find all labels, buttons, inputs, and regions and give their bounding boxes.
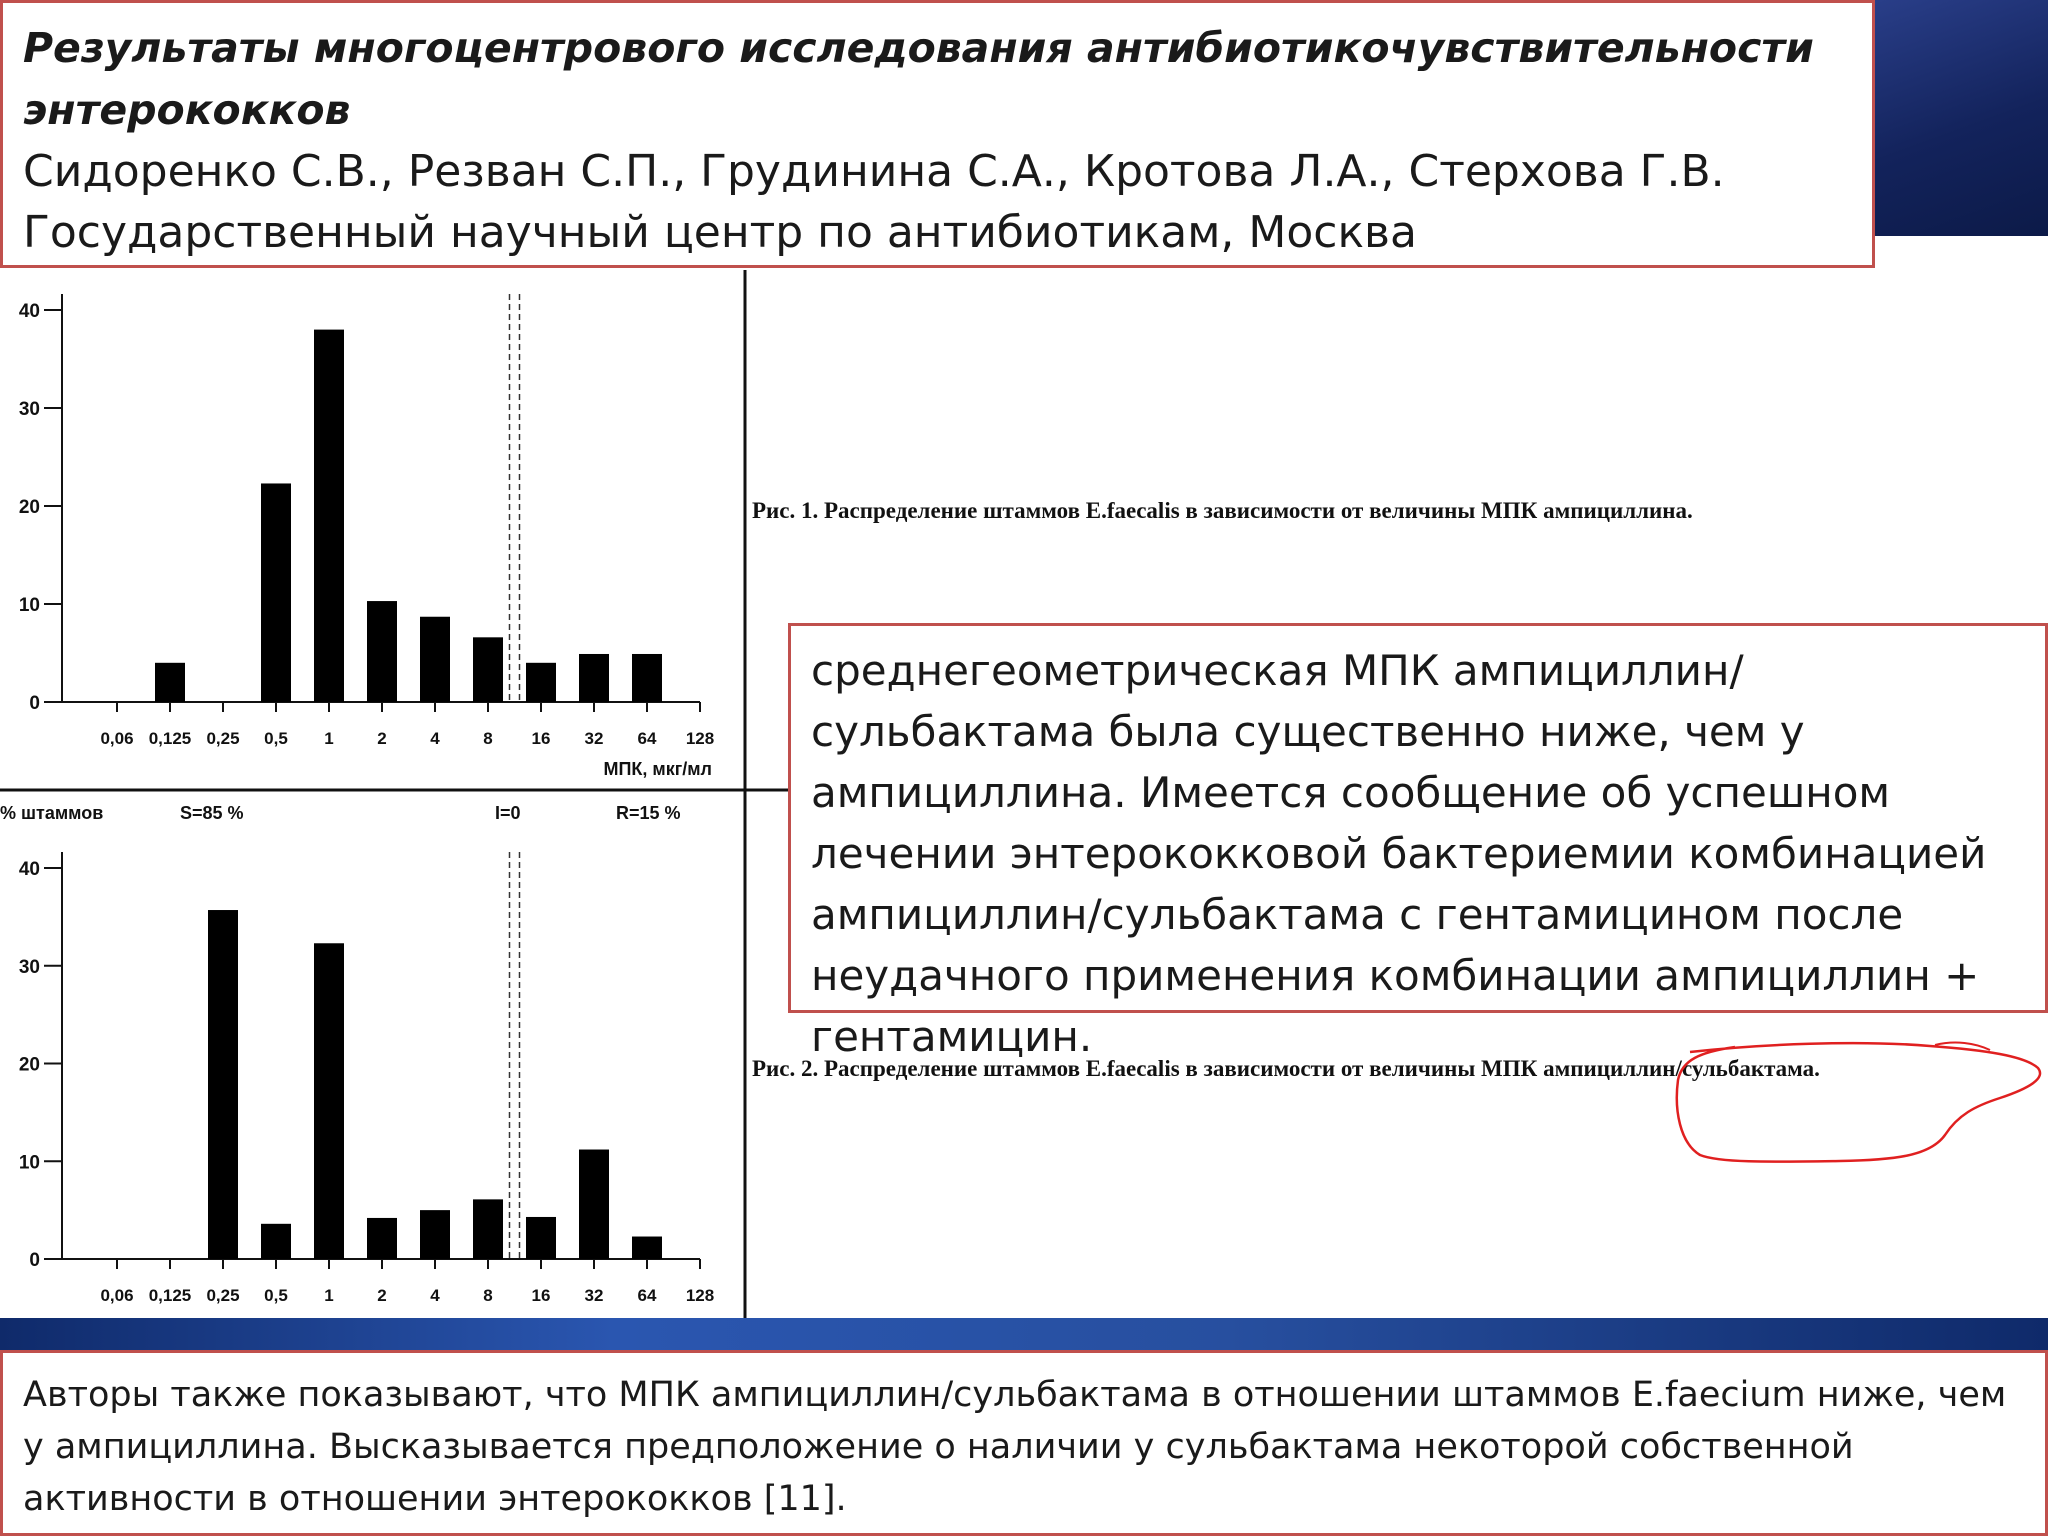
- chart-1-x-tick-label: 16: [531, 729, 551, 748]
- chart-1-y-tick-label: 40: [18, 301, 40, 322]
- chart-1-x-tick-label: 64: [637, 729, 657, 748]
- chart-1-bar-8: [526, 663, 556, 702]
- chart-1-bar-1: [155, 663, 185, 702]
- chart-2-x-tick-label: 16: [531, 1286, 551, 1305]
- footer-text: Авторы также показывают, что МПК ампициллин/сульбактама в отношении штаммов E.faecium ниже, чем у ампициллина. Высказывается предположение о наличии у сульбактама некоторой собственной активности в отношении энтерококков [11].: [23, 1375, 2007, 1519]
- chart-2-y-tick-label: 30: [18, 956, 40, 978]
- chart-1-bar-4: [314, 330, 344, 702]
- chart-2-bar-3: [261, 1224, 291, 1259]
- chart-2-x-tick-label: 8: [483, 1286, 493, 1305]
- stats-i: I=0: [495, 803, 521, 823]
- chart-1-x-tick-label: 8: [483, 729, 493, 748]
- authors: Сидоренко С.В., Резван С.П., Грудинина С.А., Кротова Л.А., Стерхова Г.В.: [23, 146, 1725, 197]
- chart-2-x-tick-label: 2: [377, 1286, 387, 1305]
- figure-2-caption: Рис. 2. Распределение штаммов E.faecalis в зависимости от величины МПК ампициллин/сульбактама.: [752, 1056, 1820, 1081]
- chart-2-x-tick-label: 1: [324, 1286, 334, 1305]
- chart-2-x-tick-label: 0,5: [264, 1286, 288, 1305]
- chart-1-bar-9: [579, 654, 609, 702]
- chart-2-x-tick-label: 128: [685, 1286, 715, 1305]
- institution: Государственный научный центр по антибиотикам, Москва: [23, 207, 1417, 258]
- chart-1-bar-6: [420, 617, 450, 702]
- chart-2-bar-8: [526, 1217, 556, 1259]
- chart-1-y-tick-label: 20: [18, 497, 40, 518]
- chart-1-x-tick-label: 0,25: [206, 729, 240, 748]
- chart-2-bar-5: [367, 1218, 397, 1259]
- chart-2-x-tick-label: 0,125: [148, 1286, 192, 1305]
- slide-title: Результаты многоцентрового исследования антибиотикочувствительности энтерококков: [23, 24, 1814, 134]
- chart-1-x-tick-label: 1: [324, 729, 334, 748]
- chart-1-bar-10: [632, 654, 662, 702]
- chart-1-x-tick-label: 0,06: [100, 729, 134, 748]
- chart-2-y-tick-label: 20: [18, 1054, 40, 1076]
- chart-2-bar-7: [473, 1199, 503, 1259]
- figure-1-caption: Рис. 1. Распределение штаммов E.faecalis в зависимости от величины МПК ампициллина.: [752, 498, 1693, 523]
- chart-2-bar-10: [632, 1237, 662, 1259]
- chart-1-y-tick-label: 30: [18, 399, 40, 420]
- stats-s: S=85 %: [180, 803, 244, 823]
- chart-2-x-tick-label: 0,25: [206, 1286, 240, 1305]
- chart-2-y-tick-label: 0: [29, 1250, 40, 1271]
- chart-2-x-tick-label: 32: [584, 1286, 604, 1305]
- chart-2-x-tick-label: 4: [430, 1286, 440, 1305]
- chart-1-y-tick-label: 10: [18, 595, 40, 616]
- chart-1-bar-3: [261, 483, 291, 702]
- note-text: среднегеометрическая МПК ампициллин/сульбактама была существенно ниже, чем у ампициллина. Имеется сообщение об успешном лечении энтерококковой бактериемии комбинацией ампициллин/сульбактама с гентамицином после неудачного применения комбинации ампициллин + гентамицин.: [811, 646, 1987, 1061]
- chart-2-y-tick-label: 40: [18, 859, 40, 880]
- chart-2-bar-4: [314, 943, 344, 1259]
- chart-1-x-tick-label: 0,125: [148, 729, 192, 748]
- stats-r: R=15 %: [616, 803, 681, 823]
- chart-2-bar-9: [579, 1150, 609, 1259]
- chart-1-x-tick-label: 4: [430, 729, 440, 748]
- chart-2-bar-2: [208, 910, 238, 1259]
- note-box: [788, 623, 2048, 1061]
- footer-box: [0, 1350, 2048, 1536]
- stats-ylabel: % штаммов: [0, 803, 104, 823]
- chart-2-x-tick-label: 0,06: [100, 1286, 134, 1305]
- chart-1-y-tick-label: 0: [29, 693, 40, 714]
- chart-2-bar-6: [420, 1210, 450, 1259]
- chart-1-x-tick-label: 2: [377, 729, 387, 748]
- chart-1-bar-7: [473, 637, 503, 702]
- chart-1-x-axis-label: МПК, мкг/мл: [603, 759, 712, 779]
- chart-1-x-tick-label: 32: [584, 729, 604, 748]
- chart-1-x-tick-label: 0,5: [264, 729, 288, 748]
- chart-2-y-tick-label: 10: [18, 1152, 40, 1174]
- chart-1-x-tick-label: 128: [685, 729, 715, 748]
- chart-2-x-tick-label: 64: [637, 1286, 657, 1305]
- chart-1-bar-5: [367, 601, 397, 702]
